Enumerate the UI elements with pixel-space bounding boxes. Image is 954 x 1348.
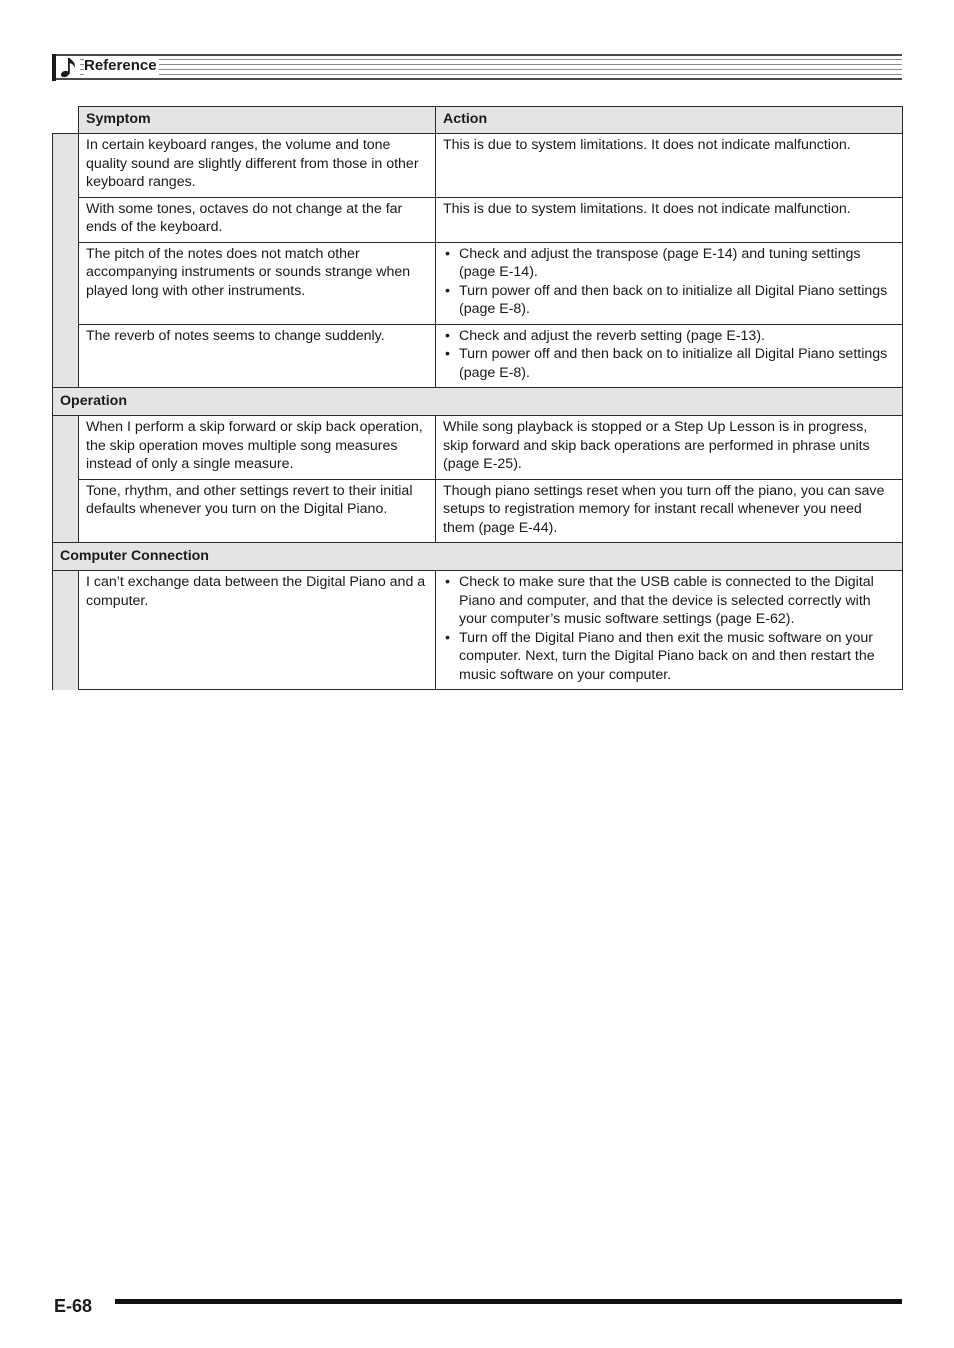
symptom-cell: Tone, rhythm, and other settings revert to their initial defaults whenever you turn on the Digital Piano.: [79, 479, 436, 543]
table-body: [53, 134, 903, 690]
action-cell: [436, 571, 903, 690]
bullet-icon: •: [445, 629, 450, 646]
table-row: [53, 197, 903, 242]
page-number: E-68: [54, 1296, 93, 1316]
action-text: This is due to system limitations. It does not indicate malfunction.: [443, 200, 851, 217]
troubleshooting-table: [52, 106, 903, 690]
table-row: [53, 479, 903, 543]
bullet-icon: •: [445, 327, 450, 344]
list-item-text: Check and adjust the transpose (page E-14) and tuning settings (page E-14).: [459, 245, 861, 280]
table-row: [53, 416, 903, 480]
action-cell: [436, 197, 903, 242]
symptom-cell: With some tones, octaves do not change at the far ends of the keyboard.: [79, 197, 436, 242]
list-item: [443, 327, 896, 346]
section-heading: Operation: [53, 388, 903, 416]
table-row: [53, 242, 903, 324]
action-bullet-list: [443, 245, 896, 319]
table-row: [53, 324, 903, 388]
column-header-symptom: Symptom: [79, 107, 436, 134]
symptom-cell: When I perform a skip forward or skip back operation, the skip operation moves multiple song measures instead of only a single measure.: [79, 416, 436, 480]
row-gutter: [53, 416, 79, 543]
table-header-row: [53, 107, 903, 134]
header-rule-lines: [52, 54, 902, 81]
footer-rule: [115, 1299, 902, 1304]
section-header: [52, 54, 902, 81]
section-heading: Computer Connection: [53, 543, 903, 571]
column-header-action: Action: [436, 107, 903, 134]
action-cell: [436, 134, 903, 198]
bullet-icon: •: [445, 282, 450, 299]
action-text: This is due to system limitations. It does not indicate malfunction.: [443, 137, 851, 153]
action-bullet-list: [443, 327, 896, 383]
action-bullet-list: [443, 573, 896, 684]
table-row: [53, 134, 903, 198]
bullet-icon: •: [445, 574, 450, 590]
header-bar: [52, 54, 56, 81]
symptom-cell: The pitch of the notes does not match other accompanying instruments or sounds strange when played long with other instruments.: [79, 242, 436, 324]
symptom-cell: The reverb of notes seems to change suddenly.: [79, 324, 436, 388]
section-row: [53, 388, 903, 416]
list-item-text: Check and adjust the reverb setting (page E-13).: [459, 327, 765, 344]
row-gutter: [53, 134, 79, 388]
list-item: [443, 629, 896, 685]
row-gutter: [53, 571, 79, 690]
list-item: [443, 573, 896, 629]
bullet-icon: •: [445, 346, 450, 362]
list-item-text: Check to make sure that the USB cable is connected to the Digital Piano and computer, and that the device is selected correctly with your computer’s music software settings (page E-62).: [459, 574, 874, 627]
list-item: [443, 345, 896, 382]
page-section-title: Reference: [84, 57, 157, 74]
list-item: [443, 245, 896, 282]
list-item: [443, 282, 896, 319]
header-gutter: [53, 107, 79, 134]
action-text: Though piano settings reset when you turn off the piano, you can save setups to registration memory for instant recall whenever you need them (page E-44).: [443, 482, 885, 536]
action-cell: [436, 324, 903, 388]
symptom-cell: In certain keyboard ranges, the volume and tone quality sound are slightly different from those in other keyboard ranges.: [79, 134, 436, 198]
action-cell: [436, 242, 903, 324]
action-cell: [436, 479, 903, 543]
symptom-cell: I can’t exchange data between the Digital Piano and a computer.: [79, 571, 436, 690]
list-item-text: Turn power off and then back on to initialize all Digital Piano settings (page E-8).: [459, 346, 888, 381]
bullet-icon: •: [445, 245, 450, 262]
section-row: [53, 543, 903, 571]
table-row: [53, 571, 903, 690]
action-cell: [436, 416, 903, 480]
list-item-text: Turn off the Digital Piano and then exit the music software on your computer. Next, turn the Digital Piano back on and then restart the music software on your computer.: [459, 629, 875, 683]
music-note-icon: [60, 56, 78, 78]
list-item-text: Turn power off and then back on to initialize all Digital Piano settings (page E-8).: [459, 282, 888, 317]
action-text: While song playback is stopped or a Step Up Lesson is in progress, skip forward and skip back operations are performed in phrase units (page E-25).: [443, 419, 870, 472]
